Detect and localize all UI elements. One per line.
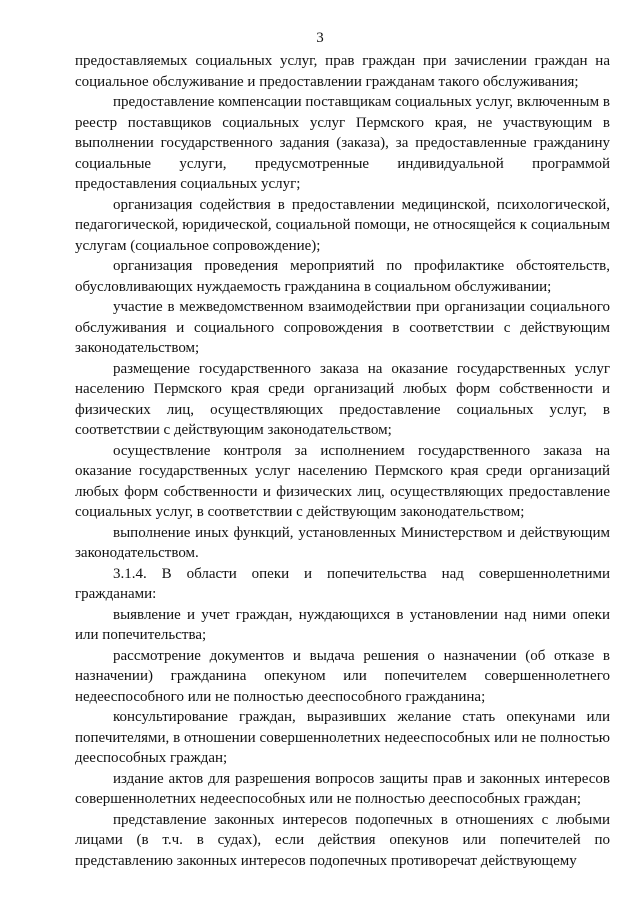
paragraph: издание актов для разрешения вопросов защиты прав и законных интересов совершеннолетних недееспособных или не полностью дееспособных граждан;	[75, 770, 610, 807]
paragraph: консультирование граждан, выразивших желание стать опекунами или попечителями, в отношении совершеннолетних недееспособных или не полностью дееспособных граждан;	[75, 709, 610, 766]
paragraph: осуществление контроля за исполнением государственного заказа на оказание государственных услуг населению Пермского края среди организаций любых форм собственности и физических лиц, осуществляющих предоставление социальных услуг, в соответствии с действующим законодательством;	[75, 442, 610, 520]
paragraph: участие в межведомственном взаимодействии при организации социального обслуживания и социального сопровождения в соответствии с действующим законодательством;	[75, 299, 610, 356]
paragraph: выполнение иных функций, установленных Министерством и действующим законодательством.	[75, 524, 610, 561]
paragraph: предоставляемых социальных услуг, прав граждан при зачислении граждан на социальное обслуживание и предоставлении гражданам такого обслуживания;	[75, 53, 610, 90]
paragraph: предоставление компенсации поставщикам социальных услуг, включенным в реестр поставщиков социальных услуг Пермского края, не участвующим в выполнении государственного задания (заказа), за предоставленные гражданину социальные услуги, предусмотренные индивидуальной программой предоставления социальных услуг;	[75, 94, 610, 192]
paragraph: организация содействия в предоставлении медицинской, психологической, педагогической, юридической, социальной помощи, не относящейся к социальным услугам (социальное сопровождение);	[75, 196, 610, 254]
page-number: 3	[316, 30, 324, 46]
paragraph: организация проведения мероприятий по профилактике обстоятельств, обусловливающих нуждаемость гражданина в социальном обслуживании;	[75, 258, 610, 295]
paragraph: рассмотрение документов и выдача решения о назначении (об отказе в назначении) гражданина опекуном или попечителем совершеннолетнего недееспособного или не полностью дееспособного гражданина;	[75, 647, 610, 705]
section-heading: 3.1.4. В области опеки и попечительства над совершеннолетними гражданами:	[75, 565, 610, 602]
paragraph: представление законных интересов подопечных в отношениях с любыми лицами (в т.ч. в судах), если действия опекунов или попечителей по представлению законных интересов подопечных противоречат действующему	[75, 811, 610, 869]
document-body	[75, 51, 610, 871]
paragraph: размещение государственного заказа на оказание государственных услуг населению Пермского края среди организаций любых форм собственности и физических лиц, осуществляющих предоставление социальных услуг, в соответствии с действующим законодательством;	[75, 360, 610, 438]
paragraph: выявление и учет граждан, нуждающихся в установлении над ними опеки или попечительства;	[75, 606, 610, 643]
